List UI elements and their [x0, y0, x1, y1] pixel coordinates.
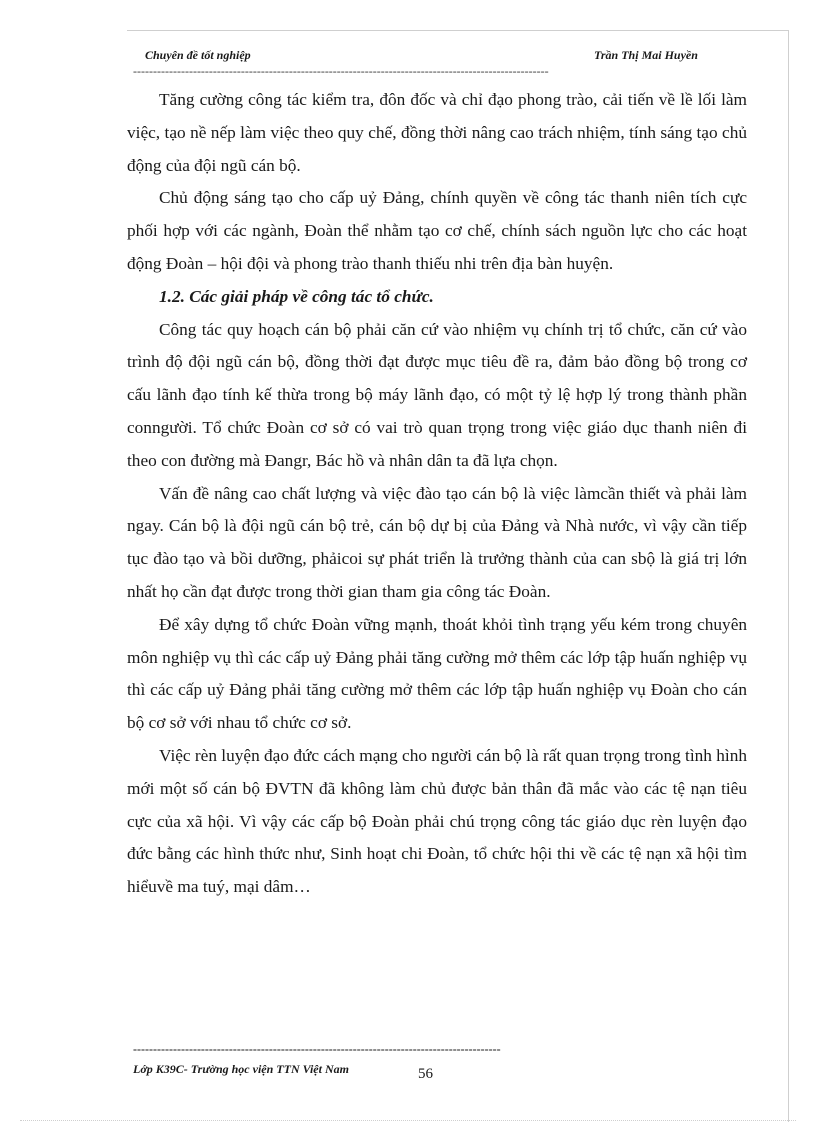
document-body [127, 84, 747, 904]
page-number: 56 [418, 1066, 433, 1082]
paragraph-5: Để xây dựng tổ chức Đoàn vững mạnh, thoát khỏi tình trạng yếu kém trong chuyên môn nghiệp vụ thì các cấp uỷ Đảng phải tăng cường mở thêm các lớp tập huấn nghiệp vụ thì các cấp uỷ Đảng phải tăng cường mở thêm các lớp tập huấn nghiệp vụ Đoàn cho cán bộ cơ sở với nhau tổ chức cơ sở. [127, 614, 747, 733]
paragraph-2: Chủ động sáng tạo cho cấp uỷ Đảng, chính quyền về công tác thanh niên tích cực phối hợp với các ngành, Đoàn thể nhằm tạo cơ chế, chính sách nguồn lực cho các hoạt động Đoàn – hội đội và phong trào thanh thiếu nhi trên địa bàn huyện. [127, 188, 747, 273]
header-dashed-rule: -------------------------------------------------------------------------------------------------------- [133, 64, 549, 78]
paragraph-1: Tăng cường công tác kiểm tra, đôn đốc và chỉ đạo phong trào, cải tiến về lề lối làm việc, tạo nề nếp làm việc theo quy chế, đồng thời nâng cao trách nhiệm, tính sáng tạo chủ động của đội ngũ cán bộ. [127, 90, 747, 175]
section-heading: 1.2. Các giải pháp về công tác tổ chức. [159, 286, 434, 306]
paragraph-4: Vấn đề nâng cao chất lượng và việc đào tạo cán bộ là việc làmcần thiết và phải làm ngay. Cán bộ là đội ngũ cán bộ trẻ, cán bộ dự bị của Đảng và Nhà nước, vì vậy cần tiếp tục đào tạo và bồi dưỡng, phảicoi sự phát triển là trưởng thành của can sbộ là giá trị lớn nhất họ cần đạt được trong thời gian tham gia công tác Đoàn. [127, 483, 747, 601]
header-left-title: Chuyên đề tốt nghiệp [145, 48, 251, 62]
footer-class-info: Lớp K39C- Trường học viện TTN Việt Nam [133, 1062, 349, 1076]
footer-dashed-rule: -------------------------------------------------------------------------------------------- [133, 1042, 501, 1056]
header-right-author: Trần Thị Mai Huyền [594, 48, 698, 62]
paragraph-3: Công tác quy hoạch cán bộ phải căn cứ vào nhiệm vụ chính trị tổ chức, căn cứ vào trình độ đội ngũ cán bộ, đồng thời đạt được mục tiêu đề ra, đảm bảo đồng bộ trong cơ cấu lãnh đạo tính kế thừa trong bộ máy lãnh đạo, có một tỷ lệ hợp lý trong thành phần conngười. Tổ chức Đoàn cơ sở có vai trò quan trọng trong việc giáo dục thanh niên đi theo con đường mà Đangr, Bác hồ và nhân dân ta đã lựa chọn. [127, 319, 747, 470]
paragraph-6: Việc rèn luyện đạo đức cách mạng cho người cán bộ là rất quan trọng trong tình hình mới một số cán bộ ĐVTN đã không làm chủ được bản thân đã mắc vào các tệ nạn tiêu cực của xã hội. Vì vậy các cấp bộ Đoàn phải chú trọng công tác giáo dục rèn luyện đạo đức bằng các hình thức như, Sinh hoạt chi Đoàn, tổ chức hội thi về các tệ nạn xã hội tìm hiểuvề ma tuý, mại dâm… [127, 745, 747, 897]
bottom-dotted-line [20, 1120, 796, 1121]
